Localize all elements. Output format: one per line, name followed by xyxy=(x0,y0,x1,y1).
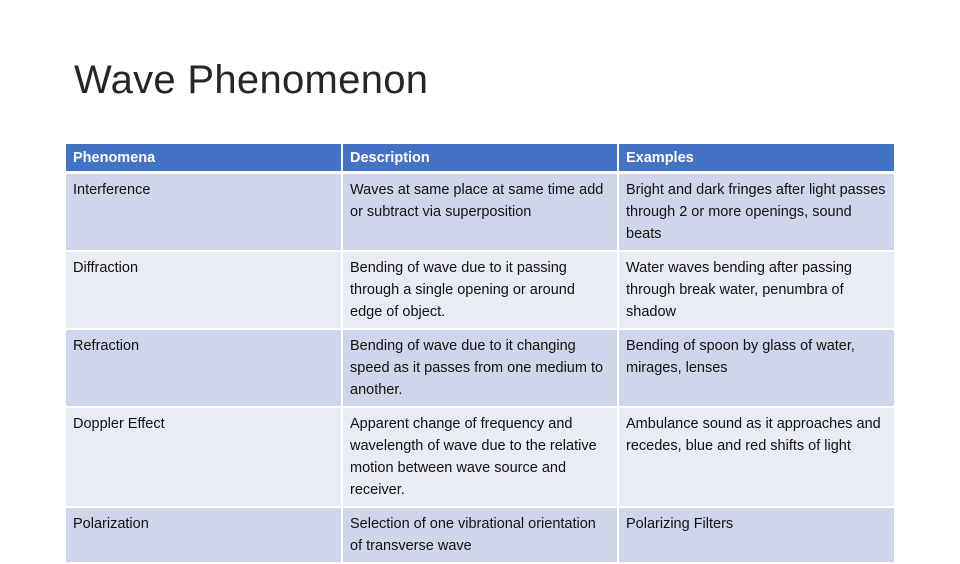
column-header-examples: Examples xyxy=(618,144,894,173)
cell-examples: Ambulance sound as it approaches and recedes, blue and red shifts of light xyxy=(618,407,894,507)
cell-phenomenon: Doppler Effect xyxy=(66,407,342,507)
cell-phenomenon: Interference xyxy=(66,173,342,252)
cell-description: Bending of wave due to it changing speed as it passes from one medium to another. xyxy=(342,329,618,407)
slide-title: Wave Phenomenon xyxy=(74,58,429,102)
table-header-row xyxy=(66,144,894,173)
cell-description: Apparent change of frequency and wavelength of wave due to the relative motion between wave source and receiver. xyxy=(342,407,618,507)
cell-examples: Polarizing Filters xyxy=(618,507,894,563)
table-row xyxy=(66,329,894,407)
table-row xyxy=(66,407,894,507)
cell-phenomenon: Refraction xyxy=(66,329,342,407)
cell-phenomenon: Diffraction xyxy=(66,251,342,329)
cell-examples: Water waves bending after passing through break water, penumbra of shadow xyxy=(618,251,894,329)
phenomena-table xyxy=(66,144,894,564)
table-row xyxy=(66,173,894,252)
table-row xyxy=(66,507,894,563)
column-header-description: Description xyxy=(342,144,618,173)
cell-examples: Bending of spoon by glass of water, mirages, lenses xyxy=(618,329,894,407)
cell-description: Bending of wave due to it passing through a single opening or around edge of object. xyxy=(342,251,618,329)
cell-phenomenon: Polarization xyxy=(66,507,342,563)
cell-description: Selection of one vibrational orientation of transverse wave xyxy=(342,507,618,563)
column-header-phenomena: Phenomena xyxy=(66,144,342,173)
cell-description: Waves at same place at same time add or subtract via superposition xyxy=(342,173,618,252)
table-row xyxy=(66,251,894,329)
cell-examples: Bright and dark fringes after light passes through 2 or more openings, sound beats xyxy=(618,173,894,252)
